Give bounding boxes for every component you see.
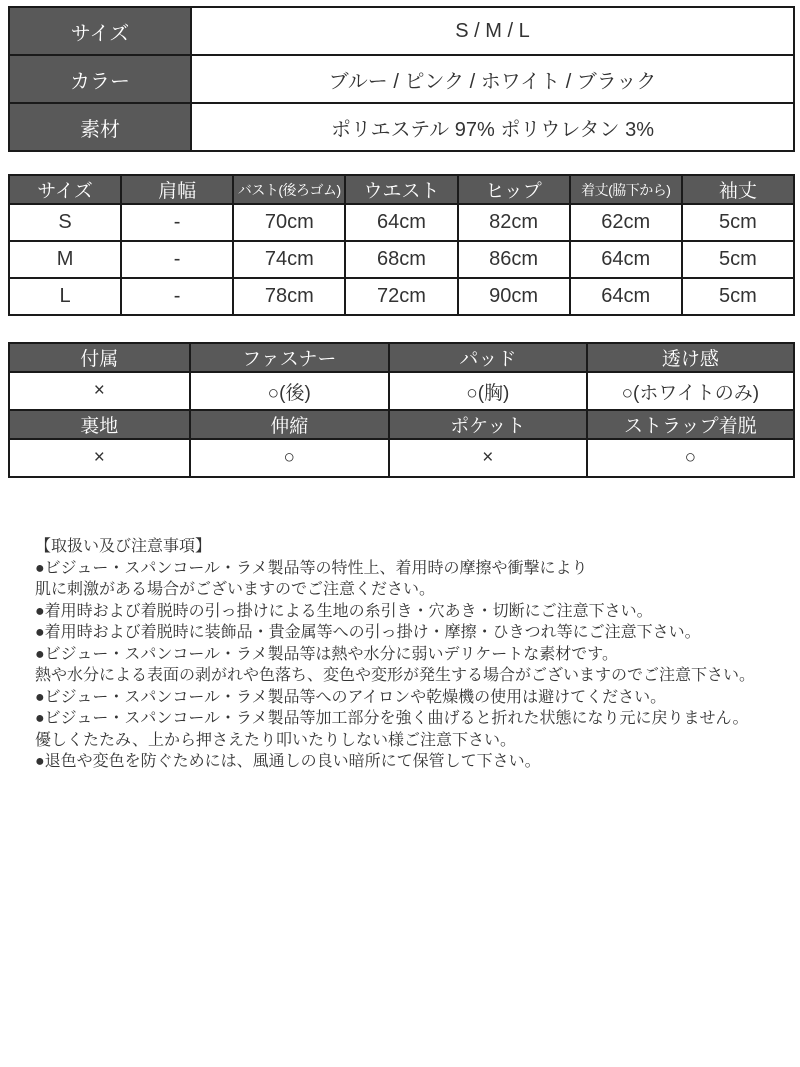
size-chart-cell: - [121,204,233,241]
features-value-zipper: ○(後) [190,372,389,410]
features-value-accessory: × [9,372,190,410]
size-chart-cell: 82cm [458,204,570,241]
care-notes-line: ●ビジュー・スパンコール・ラメ製品等の特性上、着用時の摩擦や衝撃により [35,559,588,577]
care-notes-line: 優しくたたみ、上から押さえたり叩いたりしない様ご注意下さい。 [35,731,516,749]
size-chart-cell: 68cm [345,241,457,278]
care-notes-line: ●着用時および着脱時の引っ掛けによる生地の糸引き・穴あき・切断にご注意下さい。 [35,602,653,620]
size-chart-cell: 90cm [458,278,570,315]
summary-label-material: 素材 [9,103,191,151]
size-chart-row-m [9,241,794,278]
features-header-stretch: 伸縮 [190,410,389,439]
care-notes [35,536,795,773]
features-value-pad: ○(胸) [389,372,587,410]
size-chart-header-hip: ヒップ [458,175,570,204]
size-chart-header-row [9,175,794,204]
size-chart-cell: 64cm [345,204,457,241]
features-value-sheerness: ○(ホワイトのみ) [587,372,794,410]
features-value-stretch: ○ [190,439,389,477]
size-chart-cell: 5cm [682,204,794,241]
features-value-row-2 [9,439,794,477]
summary-label-color: カラー [9,55,191,103]
size-chart-cell: 86cm [458,241,570,278]
size-chart-header-size: サイズ [9,175,121,204]
size-chart-header-waist: ウエスト [345,175,457,204]
size-chart-cell: 64cm [570,278,682,315]
size-chart-cell: - [121,241,233,278]
size-chart-cell: L [9,278,121,315]
size-chart-cell: S [9,204,121,241]
size-chart-cell: M [9,241,121,278]
care-notes-line: ●着用時および着脱時に装飾品・貴金属等への引っ掛け・摩擦・ひきつれ等にご注意下さい。 [35,624,701,641]
size-chart-cell: 62cm [570,204,682,241]
size-chart-row-s [9,204,794,241]
features-header-lining: 裏地 [9,410,190,439]
features-header-accessory: 付属 [9,343,190,372]
care-notes-line: ●ビジュー・スパンコール・ラメ製品等へのアイロンや乾燥機の使用は避けてください。 [35,688,667,706]
size-chart-header-shoulder: 肩幅 [121,175,233,204]
summary-value-color: ブルー / ピンク / ホワイト / ブラック [191,55,794,103]
summary-row-color [9,55,794,103]
features-header-pocket: ポケット [389,410,587,439]
size-chart-cell: 70cm [233,204,345,241]
features-value-lining: × [9,439,190,477]
features-header-zipper: ファスナー [190,343,389,372]
features-value-strap: ○ [587,439,794,477]
features-header-pad: パッド [389,343,587,372]
care-notes-line: 熱や水分による表面の剥がれや色落ち、変色や変形が発生する場合がございますのでご注意下さい。 [35,667,756,684]
size-chart-cell: 72cm [345,278,457,315]
size-chart-cell: 78cm [233,278,345,315]
summary-row-size [9,7,794,55]
summary-row-material [9,103,794,151]
care-notes-line: 肌に刺激がある場合がございますのでご注意ください。 [35,581,436,598]
care-notes-title: 【取扱い及び注意事項】 [35,538,212,555]
size-chart-cell: 5cm [682,278,794,315]
features-value-row-1 [9,372,794,410]
care-notes-line: ●退色や変色を防ぐためには、風通しの良い暗所にて保管して下さい。 [35,753,541,770]
size-chart-cell: - [121,278,233,315]
features-header-sheerness: 透け感 [587,343,794,372]
size-chart-row-l [9,278,794,315]
size-chart-cell: 74cm [233,241,345,278]
size-chart-header-sleeve: 袖丈 [682,175,794,204]
size-chart-header-length: 着丈(脇下から) [570,175,682,204]
size-chart-cell: 5cm [682,241,794,278]
features-header-row-2 [9,410,794,439]
summary-label-size: サイズ [9,7,191,55]
features-header-strap: ストラップ着脱 [587,410,794,439]
size-chart-cell: 64cm [570,241,682,278]
size-chart-header-bust: バスト(後ろゴム) [233,175,345,204]
care-notes-line: ●ビジュー・スパンコール・ラメ製品等は熱や水分に弱いデリケートな素材です。 [35,645,618,663]
summary-value-size: S / M / L [191,7,794,55]
features-header-row-1 [9,343,794,372]
care-notes-line: ●ビジュー・スパンコール・ラメ製品等加工部分を強く曲げると折れた状態になり元に戻りません。 [35,710,749,727]
features-table [8,342,795,478]
product-summary-table [8,6,795,152]
features-value-pocket: × [389,439,587,477]
summary-value-material: ポリエステル 97% ポリウレタン 3% [191,103,794,151]
size-chart-table [8,174,795,316]
